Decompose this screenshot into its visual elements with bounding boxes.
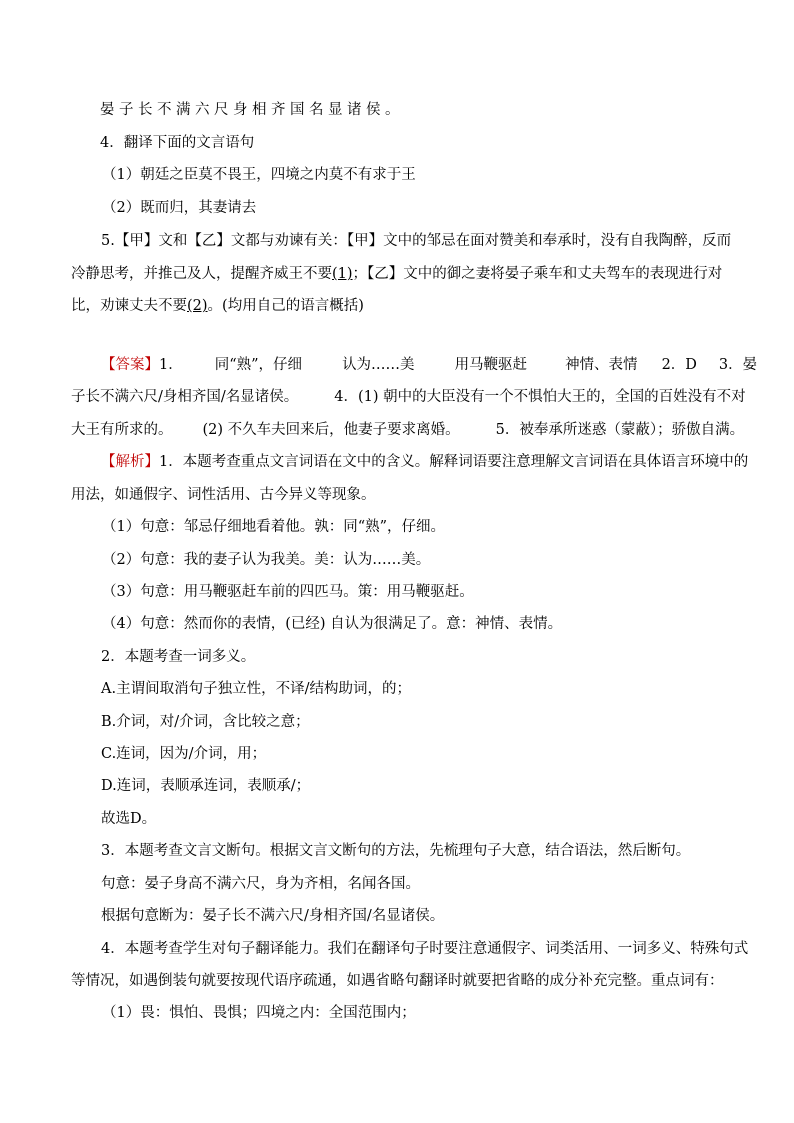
analysis-4-line-1: 4．本题考查学生对句子翻译能力。我们在翻译句子时要注意通假字、词类活用、一词多义、特殊句式	[101, 941, 749, 957]
analysis-label: 【解析】	[101, 454, 159, 470]
analysis-2-option-b: B.介词，对/介词，含比较之意；	[101, 714, 310, 730]
analysis-3-break: 根据句意断为：晏子长不满六尺/身相齐国/名显诸侯。	[101, 908, 445, 924]
q4-item-1: （1）朝廷之臣莫不畏王，四境之内莫不有求于王	[102, 167, 416, 183]
answer-1-term-4: 神情、表情	[565, 357, 638, 373]
q5-line-3-text: 比，劝谏丈夫不要	[71, 298, 187, 314]
q3-sentence: 晏子长不满六尺身相齐国名显诸侯。	[100, 102, 404, 118]
analysis-1-item-3: （3）句意：用马鞭驱赶车前的四匹马。策：用马鞭驱赶。	[102, 584, 474, 600]
answer-line-3	[71, 420, 744, 440]
answer-2: 2．D	[661, 357, 697, 373]
analysis-2-title: 2．本题考查一词多义。	[101, 649, 256, 665]
analysis-2-option-d: D.连词，表顺承连词，表顺承/；	[101, 778, 311, 794]
answer-1-term-3: 用马鞭驱赶	[454, 357, 528, 373]
answer-3-start: 3．晏	[718, 357, 758, 373]
q5-line-3	[71, 296, 364, 316]
analysis-1-item-4: （4）句意：然而你的表情，(已经) 自认为很满足了。意：神情、表情。	[102, 616, 563, 632]
analysis-2-choose: 故选D。	[101, 811, 157, 827]
analysis-4-line-2: 等情况，如遇倒装句就要按现代语序疏通，如遇省略句翻译时就要把省略的成分补充完整。重点词有：	[71, 973, 724, 989]
q5-blank-1: (1)	[332, 266, 353, 282]
analysis-line-1	[101, 452, 748, 472]
analysis-2-option-a: A.主谓间取消句子独立性，不译/结构助词，的；	[101, 681, 411, 697]
answer-4-2: (2) 不久车夫回来后，他妻子要求离婚。	[202, 422, 460, 438]
answer-1-term-2: 认为……美	[342, 357, 415, 373]
analysis-line-2: 用法，如通假字、词性活用、古今异义等现象。	[71, 487, 376, 503]
analysis-2-option-c: C.连词，因为/介词，用；	[101, 746, 267, 762]
answer-5: 5．被奉承所迷惑（蒙蔽）；骄傲自满。	[495, 422, 745, 438]
answer-1-num: 1．	[159, 357, 183, 373]
q4-title: 4．翻译下面的文言语句	[100, 135, 255, 151]
q5-line-2-text: 冷静思考，并推己及人，提醒齐威王不要	[71, 266, 332, 282]
answer-4-1-rest: 大王有所求的。	[71, 422, 173, 438]
analysis-1-item-1: （1）句意：邹忌仔细地看着他。孰：同“熟”，仔细。	[102, 519, 446, 535]
analysis-4-item-1: （1）畏：惧怕、畏惧；四境之内：全国范围内；	[102, 1005, 416, 1021]
q5-line-2-rest: ；【乙】文中的御之妻将晏子乘车和丈夫驾车的表现进行对	[352, 266, 723, 282]
answer-1-term-1: 同“熟”，仔细	[214, 357, 303, 373]
analysis-3-title: 3．本题考查文言文断句。根据文言文断句的方法，先梳理句子大意，结合语法，然后断句。	[101, 843, 691, 859]
q5-line-3-rest: 。(均用自己的语言概括)	[207, 298, 364, 314]
answer-3-rest: 子长不满六尺/身相齐国/名显诸侯。	[71, 389, 299, 405]
q4-item-2: （2）既而归，其妻请去	[102, 200, 257, 216]
answer-label: 【答案】	[101, 357, 159, 373]
answer-4-1: 4．(1) 朝中的大臣没有一个不惧怕大王的，全国的百姓没有不对	[334, 389, 746, 405]
q5-line-1: 5.【甲】文和【乙】文都与劝谏有关：【甲】文中的邹忌在面对赞美和奉承时，没有自我陶醉，反而	[101, 233, 732, 249]
analysis-3-meaning: 句意：晏子身高不满六尺，身为齐相，名闻各国。	[101, 876, 420, 892]
analysis-1-text: 1．本题考查重点文言词语在文中的含义。解释词语要注意理解文言词语在具体语言环境中的	[159, 454, 749, 470]
answer-line-1	[101, 355, 757, 375]
analysis-1-item-2: （2）句意：我的妻子认为我美。美：认为……美。	[102, 552, 431, 568]
q5-line-2	[71, 264, 722, 284]
answer-line-2	[71, 387, 746, 407]
q5-blank-2: (2)	[187, 298, 208, 314]
